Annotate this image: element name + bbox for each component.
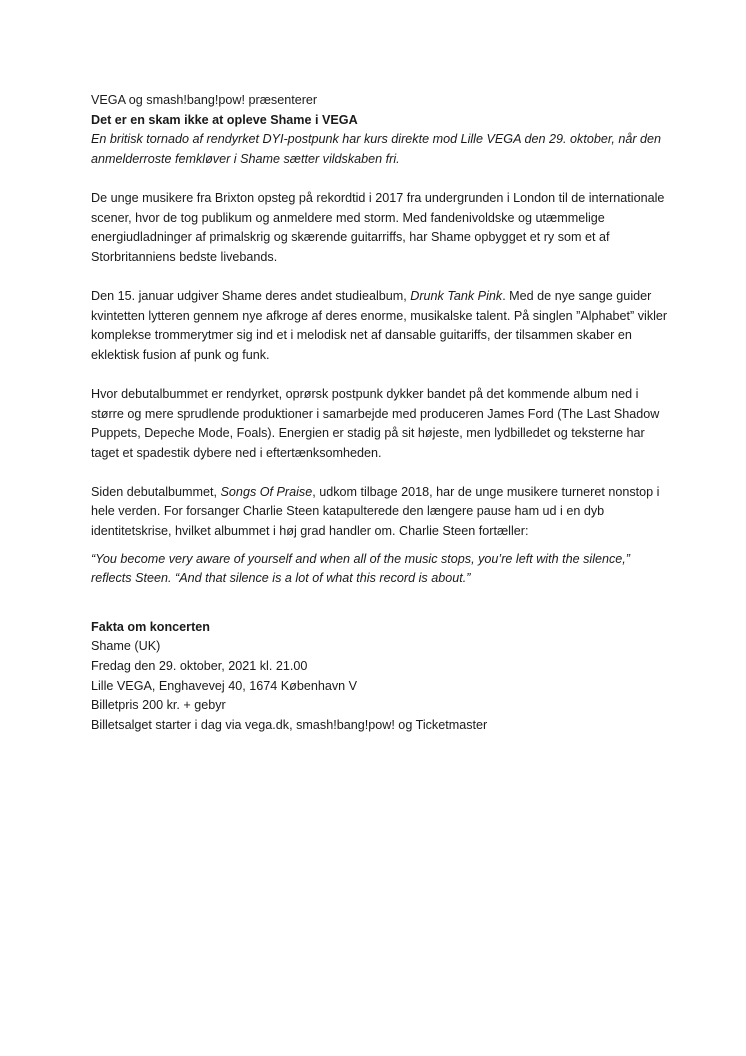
- p2-text-end: . Med de nye sange guider kvintetten lytteren gennem nye afkroge af deres enorme, musikalske talent. På singlen ”Alphabet” vikler komplekse trommerytmer sig ind et i melodisk net af dansable guitariffs, der tilsammen skaber en eklektisk fusion af punk og funk.: [91, 288, 668, 362]
- fact-line-price: Billetpris 200 kr. + gebyr: [91, 698, 226, 713]
- spacer: [91, 365, 671, 385]
- body-paragraph-3: Hvor debutalbummet er rendyrket, oprørsk postpunk dykker bandet på det kommende album ned i større og mere sprudlende produktioner i samarbejde med produceren James Ford (The Last Shadow Puppets, Depeche Mode, Foals). Energien er stadig på sit højeste, men lydbilledet og teksterne har taget et spadestik dybere ned i eftertænksomheden.: [91, 386, 660, 460]
- spacer: [91, 463, 671, 483]
- album-title-drunk-tank-pink: Drunk Tank Pink: [410, 288, 503, 303]
- lead-paragraph: En britisk tornado af rendyrket DYI-postpunk har kurs direkte mod Lille VEGA den 29. oktober, når den anmelderroste femkløver i Shame sætter vildskaben fri.: [91, 132, 662, 166]
- body-paragraph-2: [91, 287, 671, 365]
- spacer: [91, 267, 671, 287]
- fact-line-date: Fredag den 29. oktober, 2021 kl. 21.00: [91, 659, 308, 674]
- album-title-songs-of-praise: Songs Of Praise: [220, 484, 313, 499]
- fact-line-sales: Billetsalget starter i dag via vega.dk, smash!bang!pow! og Ticketmaster: [91, 717, 488, 732]
- p4-text-end: , udkom tilbage 2018, har de unge musikere turneret nonstop i hele verden. For forsanger Charlie Steen katapulterede den længere pause ham ud i en dyb identitetskrise, hvilket albummet i høj grad handler om. Charlie Steen fortæller:: [91, 484, 660, 539]
- press-release: [91, 91, 671, 735]
- headline: Det er en skam ikke at opleve Shame i VEGA: [91, 112, 358, 127]
- fact-line-venue: Lille VEGA, Enghavevej 40, 1674 København V: [91, 678, 358, 693]
- body-paragraph-1: De unge musikere fra Brixton opsteg på rekordtid i 2017 fra undergrunden i London til de internationale scener, hvor de tog publikum og anmeldere med storm. Med fandenivoldske og utæmmelige energiudladninger af primalskrig og skærende guitarriffs, har Shame opbygget et ry som et af Storbritanniens bedste livebands.: [91, 190, 665, 264]
- spacer: [91, 169, 671, 189]
- body-paragraph-4: [91, 483, 671, 542]
- p2-text-start: Den 15. januar udgiver Shame deres andet studiealbum,: [91, 288, 411, 303]
- p4-text-start: Siden debutalbummet,: [91, 484, 221, 499]
- spacer: [91, 542, 671, 550]
- facts-heading: Fakta om koncerten: [91, 619, 210, 634]
- quote-paragraph: “You become very aware of yourself and when all of the music stops, you’re left with the silence,” reflects Steen. “And that silence is a lot of what this record is about.”: [91, 551, 630, 586]
- spacer: [91, 589, 671, 618]
- presenter-line: VEGA og smash!bang!pow! præsenterer: [91, 93, 318, 107]
- fact-line-artist: Shame (UK): [91, 639, 161, 654]
